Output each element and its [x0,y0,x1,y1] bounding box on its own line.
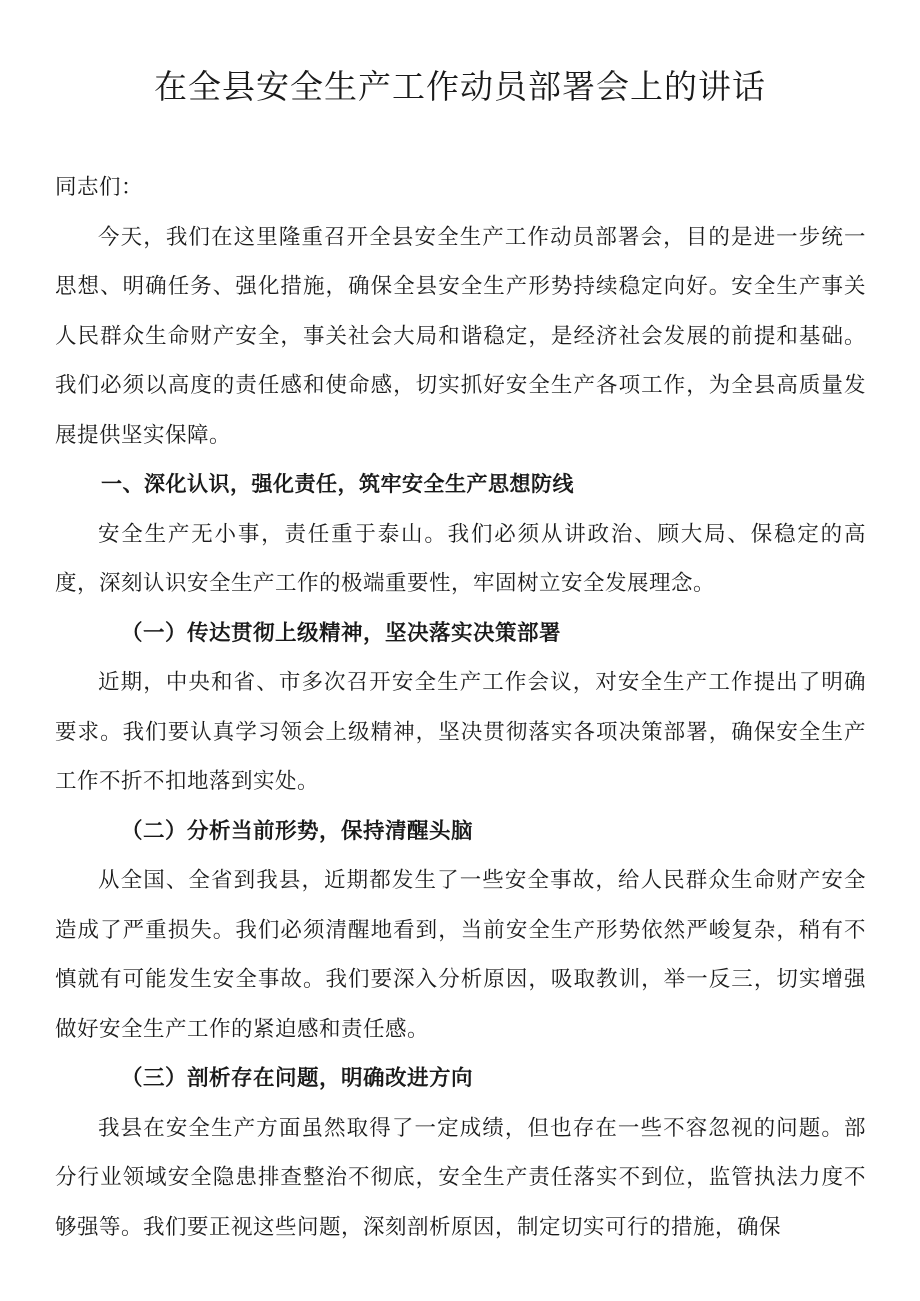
subsection-heading-2: （二）分析当前形势，保持清醒头脑 [121,818,474,844]
document-title: 在全县安全生产工作动员部署会上的讲话 [154,67,766,106]
subsection-paragraph-1: 近期，中央和省、市多次召开安全生产工作会议，对安全生产工作提出了明确要求。我们要认真学习领会上级精神，坚决贯彻落实各项决策部署，确保安全生产工作不折不扣地落到实处。 [55,670,866,794]
subsection-paragraph-2: 从全国、全省到我县，近期都发生了一些安全事故，给人民群众生命财产安全造成了严重损失。我们必须清醒地看到，当前安全生产形势依然严峻复杂，稍有不慎就有可能发生安全事故。我们要深入分析原因，吸取教训，举一反三，切实增强做好安全生产工作的紧迫感和责任感。 [55,868,866,1042]
section-paragraph: 安全生产无小事，责任重于泰山。我们必须从讲政治、顾大局、保稳定的高度，深刻认识安全生产工作的极端重要性，牢固树立安全发展理念。 [55,521,866,596]
subsection-paragraph-3: 我县在安全生产方面虽然取得了一定成绩，但也存在一些不容忽视的问题。部分行业领域安全隐患排查整治不彻底，安全生产责任落实不到位，监管执法力度不够强等。我们要正视这些问题，深刻剖析原因，制定切实可行的措施，确保 [55,1115,866,1240]
section-heading: 一、深化认识，强化责任，筑牢安全生产思想防线 [101,472,574,496]
intro-paragraph: 今天，我们在这里隆重召开全县安全生产工作动员部署会，目的是进一步统一思想、明确任务、强化措施，确保全县安全生产形势持续稳定向好。安全生产事关人民群众生命财产安全，事关社会大局和谐稳定，是经济社会发展的前提和基础。我们必须以高度的责任感和使命感，切实抓好安全生产各项工作，为全县高质量发展提供坚实保障。 [55,224,866,448]
salutation: 同志们： [55,175,144,200]
subsection-heading-1: （一）传达贯彻上级精神，坚决落实决策部署 [121,620,562,646]
document-body [55,163,866,1252]
subsection-heading-3: （三）剖析存在问题，明确改进方向 [121,1066,474,1091]
